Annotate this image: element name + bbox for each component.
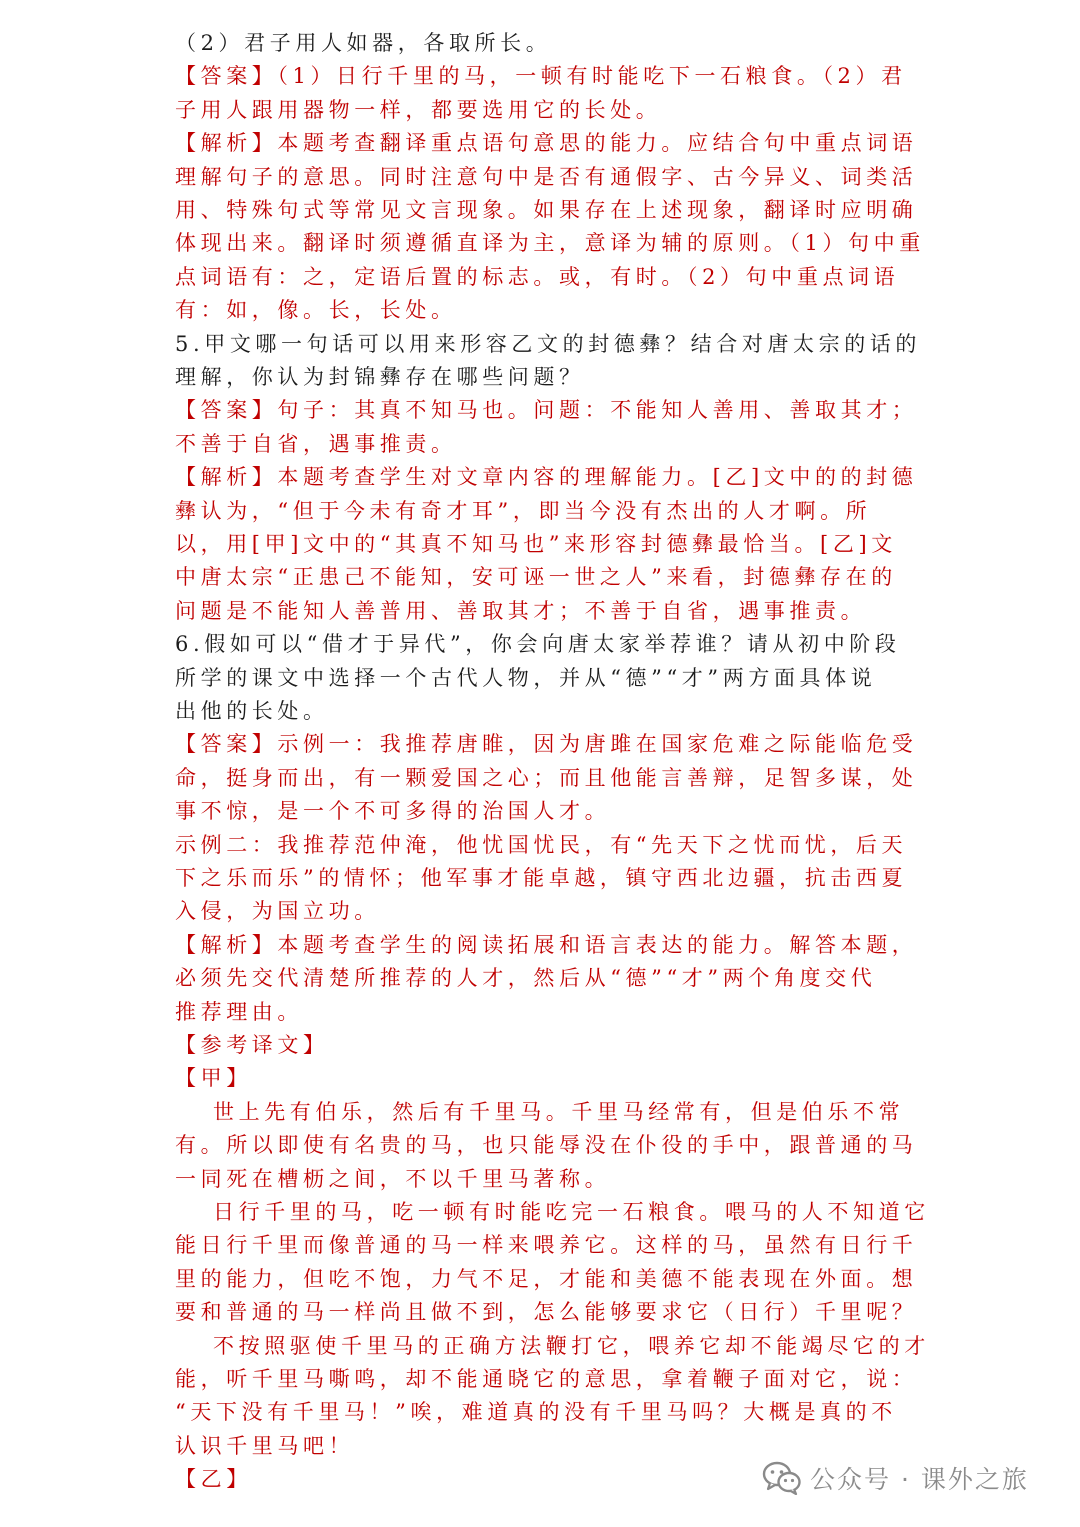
text-line: 【参考译文】 [175,1033,329,1057]
text-line: 命，挺身而出，有一颗爱国之心；而且他能言善辩，足智多谋，处 [175,765,918,790]
text-line: 入侵，为国立功。 [175,899,380,924]
text-line: 下之乐而乐”的情怀；他军事才能卓越，镇守西北边疆，抗击西夏 [175,866,908,890]
text-line: 日行千里的马，吃一顿有时能吃完一石粮食。喂马的人不知道它 [213,1200,930,1224]
text-line: 彝认为，“但于今未有奇才耳”，即当今没有杰出的人才啊。所 [175,498,872,523]
text-line: 【解析】本题考查学生的阅读拓展和语言表达的能力。解答本题， [175,932,918,957]
text-line: 理解，你认为封锦彝存在哪些问题？ [175,365,585,389]
text-line: 中唐太宗“正患己不能知，安可诬一世之人”来看，封德彝存在的 [175,565,897,590]
text-line: 世上先有伯乐，然后有千里马。千里马经常有，但是伯乐不常 [213,1099,905,1124]
text-line: 要和普通的马一样尚且做不到，怎么能够要求它（日行）千里呢？ [175,1300,918,1325]
wechat-icon [762,1461,802,1495]
text-line: 用、特殊句式等常见文言现象。如果存在上述现象，翻译时应明确 [175,198,918,222]
text-line: 有：如，像。长，长处。 [175,298,457,323]
text-line: 事不惊，是一个不可多得的治国人才。 [175,799,611,824]
watermark [762,1460,1029,1496]
text-line: 有。所以即使有名贵的马，也只能辱没在仆役的手中，跟普通的马 [175,1133,918,1158]
text-line: 【解析】本题考查翻译重点语句意思的能力。应结合句中重点词语 [175,131,918,156]
text-line: 示例二：我推荐范仲淹，他忧国忧民，有“先天下之忧而忧，后天 [175,832,908,857]
text-line: 必须先交代清楚所推荐的人才，然后从“德”“才”两个角度交代 [175,966,877,991]
text-line: 点词语有：之，定语后置的标志。或，有时。（2）句中重点词语 [175,264,900,289]
text-line: 【答案】句子：其真不知马也。问题：不能知人善用、善取其才； [175,398,918,423]
text-line: 体现出来。翻译时须遵循直译为主，意译为辅的原则。（1）句中重 [175,231,925,256]
text-line: 【甲】 [175,1066,252,1091]
text-line: 子用人跟用器物一样，都要选用它的长处。 [175,97,662,122]
text-line: 【答案】（1）日行千里的马，一顿有时能吃下一石粮食。（2）君 [175,64,907,89]
text-line: 5.甲文哪一句话可以用来形容乙文的封德彝？结合对唐太宗的话的 [175,331,922,356]
text-line: 问题是不能知人善普用、善取其才；不善于自省，遇事推责。 [175,598,867,623]
text-line: 能日行千里而像普通的马一样来喂养它。这样的马，虽然有日行千 [175,1233,918,1258]
text-line: 所学的课文中选择一个古代人物，并从“德”“才”两方面具体说 [175,665,877,690]
watermark-text: 公众号 · 课外之旅 [810,1465,1029,1494]
text-line: 理解句子的意思。同时注意句中是否有通假字、古今异义、词类活 [175,164,918,189]
text-line: 里的能力，但吃不饱，力气不足，才能和美德不能表现在外面。想 [175,1266,918,1291]
text-line: （2）君子用人如器，各取所长。 [175,31,552,55]
text-line: “天下没有千里马！”唉，难道真的没有千里马吗？大概是真的不 [175,1400,897,1425]
text-line: 出他的长处。 [175,699,329,723]
text-line: 能，听千里马嘶鸣，却不能通晓它的意思，拿着鞭子面对它，说： [175,1367,918,1391]
text-line: 【解析】本题考查学生对文章内容的理解能力。[乙]文中的的封德 [175,465,918,490]
text-line: 推荐理由。 [175,999,303,1024]
text-line: 以，用[甲]文中的“其真不知马也”来形容封德彝最恰当。[乙]文 [175,532,897,556]
text-line: 不按照驱使千里马的正确方法鞭打它，喂养它却不能竭尽它的才 [213,1333,930,1358]
text-line: 【乙】 [175,1467,252,1492]
text-line: 认识千里马吧！ [175,1433,355,1458]
text-line: 6.假如可以“借才于异代”，你会向唐太家举荐谁？请从初中阶段 [175,632,901,657]
text-line: 不善于自省，遇事推责。 [175,431,457,456]
text-line: 【答案】示例一：我推荐唐睢，因为唐雎在国家危难之际能临危受 [175,732,918,757]
text-line: 一同死在槽枥之间，不以千里马著称。 [175,1166,611,1191]
